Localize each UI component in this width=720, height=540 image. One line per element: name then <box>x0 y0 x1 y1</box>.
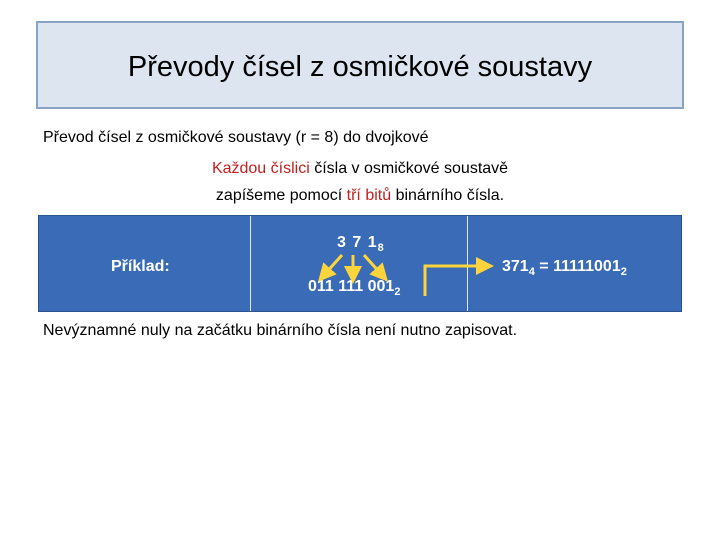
binary-groups-text: 011 111 001 <box>308 278 395 295</box>
rule-text-2a: zapíšeme pomocí <box>215 187 347 204</box>
result-left: 371 <box>502 258 529 275</box>
result-right: 11111001 <box>553 258 621 275</box>
result-right-base: 2 <box>620 266 627 278</box>
result-equals: = <box>534 258 554 275</box>
intro-text: Převod čísel z osmičkové soustavy (r = 8) do dvojkové <box>43 129 429 146</box>
octal-base: 8 <box>377 242 385 254</box>
slide-title: Převody čísel z osmičkové soustavy <box>127 50 593 83</box>
arrow-right <box>364 255 382 275</box>
binary-groups-base: 2 <box>394 286 401 298</box>
octal-digits: 3 7 1 <box>337 234 378 251</box>
arrow-left <box>324 255 342 275</box>
leading-zeros-note: Nevýznamné nuly na začátku binárního čísla není nutno zapisovat. <box>43 322 518 339</box>
rule-text-2b: binárního čísla. <box>391 187 505 204</box>
result-left-base: 4 <box>528 266 535 278</box>
arrow-to-result <box>425 266 485 296</box>
rule-text-1: čísla v osmičkové soustavě <box>309 160 509 177</box>
rule-highlight-digit: Každou číslici <box>211 160 310 177</box>
rule-highlight-bits: tří bitů <box>346 187 392 204</box>
example-label: Příklad: <box>111 258 170 275</box>
